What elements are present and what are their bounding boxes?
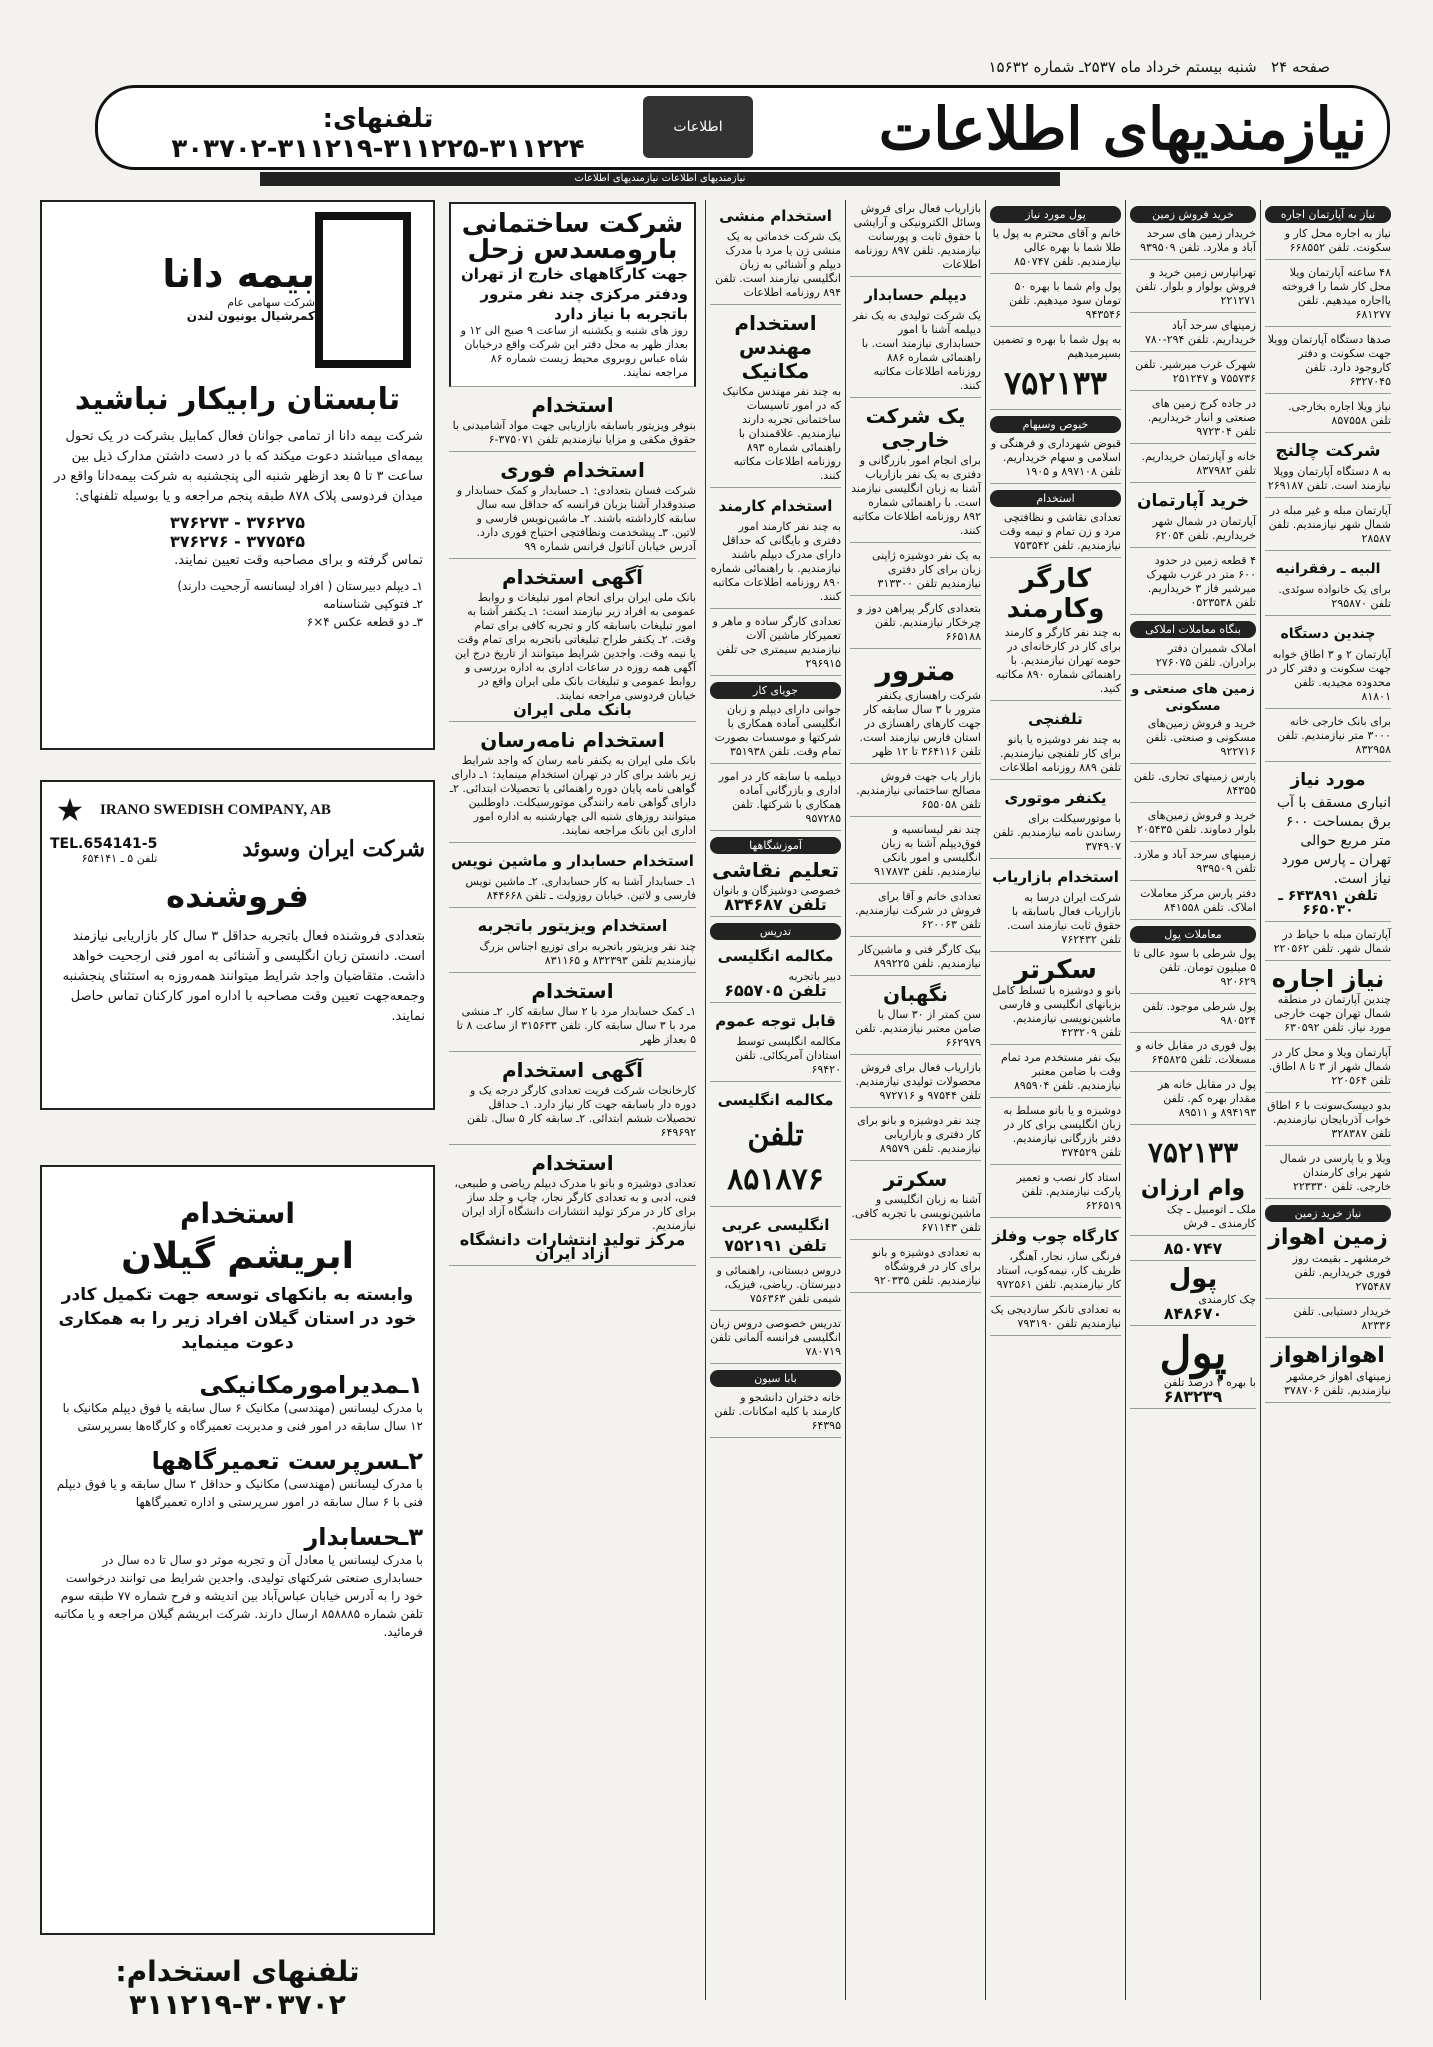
ad-body: چند نفر لیسانسیه و فوق‌دیپلم آشنا به زبان انگلیسی و امور بانکی نیازمندیم. تلفن ۹۱۷۸۷۳ xyxy=(874,823,981,878)
ad-f6 xyxy=(1130,450,1256,483)
ad-f17 xyxy=(1130,1039,1256,1072)
zohal-hours: روز های شنبه و یکشنبه از ساعت ۹ صبح الی ۱۲ و بعداز ظهر به محل دفتر این شرکت واقع درخیابان شاه عباس روبروی محیط زیست شماره ۸۶ مراجعه نمایند. xyxy=(460,324,688,379)
ad-body: دفتر پارس مرکز معاملات املاک. تلفن ۸۴۱۵۵۸ xyxy=(1140,887,1256,914)
abrisham-title: استخدام xyxy=(179,1197,296,1230)
ad-body: جوانی دارای دیپلم و زبان انگلیسی آماده همکاری با شرکتها و موسسات بصورت تمام وقت. تلفن ۳۵۱۹۳۸ xyxy=(714,703,841,758)
ad-f7 xyxy=(1130,489,1256,548)
ad-body: تعدادی دوشیزه و بانو با مدرک دیپلم ریاضی و طبیعی، فنی، ادبی و به تعدادی کارگر نجار، چاپ و جلد ساز برای کار در مرکز تولید انتشارات دانشگاه آزاد ایران نیازمندیم. xyxy=(454,1177,696,1232)
ad-title: استخدام فوری xyxy=(500,458,645,482)
ad-body: برای انجام امور بازرگانی و دفتری به یک نفر بازاریاب آشنا به زبان انگلیسی نیازمند است. با راهنمائی شماره ۸۹۲ روزنامه اطلاعات مکاتبه کنند. xyxy=(851,454,981,537)
ad-title: استخدام کارمند xyxy=(718,497,833,515)
ad-body: به ۸ دستگاه آپارتمان ووپلا نیازمند است. تلفن ۲۶۹۱۸۷ xyxy=(1267,465,1391,492)
ad-abrisham-gilan xyxy=(40,1165,435,1935)
ad-body: دیپلمه با سابقه کار در امور اداری و بازرگانی آماده همکاری با شرکتها. تلفن ۹۵۷۲۸۵ xyxy=(718,770,841,825)
ad-body: نیاز ویلا اجاره بخارجی. تلفن ۸۵۷۵۵۸ xyxy=(1287,400,1391,427)
ad-e10 xyxy=(990,955,1121,1045)
ad-title: انگلیسی عربی xyxy=(721,1216,830,1234)
ad-body: دبیر باتجربه xyxy=(788,970,841,983)
ad-d8 xyxy=(850,823,981,884)
ad-g17 xyxy=(1265,1305,1391,1338)
ad-g8 xyxy=(1265,622,1391,709)
ad-title: استخدام xyxy=(531,979,614,1003)
column-b xyxy=(445,200,700,2000)
bime-dana-slogan: تابستان رابیکار نباشید xyxy=(74,382,401,417)
section-tag: نیاز خرید زمین xyxy=(1265,1205,1391,1222)
ad-body: به تعدادی دوشیزه و بانو برای کار در فروشگاه نیازمندیم. تلفن ۹۲۰۳۳۵ xyxy=(872,1246,981,1287)
ad-body: ۴ قطعه زمین در حدود ۶۰۰ متر در غرب شهرک میرشیر فاز ۳ خریداریم. تلفن ۰۵۲۳۵۳۸ xyxy=(1146,554,1256,609)
ad-d5 xyxy=(850,602,981,649)
section-tag: بنگاه معاملات املاکی xyxy=(1130,621,1256,638)
ad-body: آشنا به زبان انگلیسی و ماشین‌نویسی با تجربه کافی. تلفن ۶۷۱۱۴۳ xyxy=(851,1193,981,1234)
ad-title: یکنفر موتوری xyxy=(1004,789,1107,807)
ad-c11 xyxy=(710,1213,841,1258)
ad-e2 xyxy=(990,280,1121,327)
ad-d7 xyxy=(850,770,981,817)
ad-d1 xyxy=(850,202,981,277)
ad-title: تلفنچی xyxy=(1028,710,1083,728)
ad-g9 xyxy=(1265,715,1391,762)
ad-title: پول xyxy=(1168,1264,1218,1294)
ad-title: مورد نیاز xyxy=(1290,770,1366,790)
ad-d6 xyxy=(850,655,981,764)
ad-body: آپارتمان مبله با حیاط در شمال شهر. تلفن ۲۲۰۵۶۲ xyxy=(1273,928,1391,955)
ad-body: پول فوری در مقابل خانه و مسغلات. تلفن ۶۴۵۸۲۵ xyxy=(1136,1039,1256,1066)
ad-e7 xyxy=(990,707,1121,780)
ad-body: یک شرکت تولیدی به یک نفر دیپلمه آشنا با امور حسابداری نیازمند است. با راهنمائی شماره ۸۸۶ روزنامه اطلاعات مکاتبه کنند. xyxy=(852,309,981,392)
star-icon: ★ xyxy=(55,791,85,829)
zohal-title: شرکت ساختمانی xyxy=(461,209,684,239)
ad-body: بازاریاب فعال برای فروش محصولات تولیدی نیازمندیم. تلفن ۹۷۵۴۴ و ۹۷۲۷۱۶ xyxy=(855,1061,981,1102)
section-tag: پول مورد نیاز xyxy=(990,206,1121,223)
ad-body: برای بانک خارجی خانه ۳۰۰۰ متر نیازمندیم. تلفن ۸۳۲۹۵۸ xyxy=(1277,715,1391,756)
ad-f20 xyxy=(1130,1239,1256,1261)
section-tag: استخدام xyxy=(990,490,1121,507)
ad-d14 xyxy=(850,1167,981,1240)
date-line: شنبه بیستم خرداد ماه ۲۵۳۷ـ شماره ۱۵۶۳۲ xyxy=(988,58,1257,76)
column-f xyxy=(1125,200,1260,2000)
ad-body: بتعدادی کارگر پیراهن دوز و چرخکار نیازمندیم. تلفن ۶۶۵۱۸۸ xyxy=(857,602,981,643)
ad-title: استخدام مهندس مکانیک xyxy=(734,311,817,383)
ad-b2 xyxy=(449,393,696,452)
bime-dana-item: ۳ـ دو قطعه عکس ۴×۶ xyxy=(306,615,423,629)
ad-body: چند نفر دوشیزه و بانو برای کار دفتری و بازاریابی نیازمندیم. تلفن ۸۹۵۷۹ xyxy=(857,1114,981,1155)
ad-c5 xyxy=(710,703,841,764)
ad-g10 xyxy=(1265,768,1391,922)
ad-body: تعدادی کارگر ساده و ماهر و تعمیرکار ماشین آلات نیازمندیم سیمتری جی تلفن ۲۹۶۹۱۵ xyxy=(712,615,841,670)
ad-g14 xyxy=(1265,1099,1391,1146)
ad-body: پول شرطی با سود عالی تا ۵ میلیون تومان. تلفن ۹۲۰۶۲۹ xyxy=(1133,947,1256,988)
ad-f22 xyxy=(1130,1328,1256,1409)
section-tag: آموزشگاهها xyxy=(710,837,841,854)
column-g xyxy=(1260,200,1395,2000)
ad-c4 xyxy=(710,615,841,676)
ad-body: پارس زمینهای تجاری. تلفن ۸۴۳۵۵ xyxy=(1133,770,1256,797)
column-c xyxy=(705,200,845,2000)
ad-title: زمین های صنعتی و مسکونی xyxy=(1131,682,1255,714)
ad-d9 xyxy=(850,890,981,937)
ad-title: مکالمه انگلیسی xyxy=(717,947,834,965)
ad-body: تعدادی نقاشی و نظافتچی مرد و زن تمام و نیمه وقت نیازمندیم. تلفن ۷۵۳۵۴۲ xyxy=(999,511,1121,552)
section-tag: بابا سیون xyxy=(710,1370,841,1387)
ad-c13 xyxy=(710,1317,841,1364)
ad-body: تعدادی خانم و آقا برای فروش در شرکت نیازمندیم. تلفن ۶۲۰۰۶۳ xyxy=(854,890,981,931)
ad-body: چک کارمندی xyxy=(1198,1293,1256,1306)
ad-g11 xyxy=(1265,928,1391,961)
ad-b6 xyxy=(449,849,696,908)
page-label: صفحه ۲۴ xyxy=(1271,58,1330,76)
ad-f19 xyxy=(1130,1131,1256,1236)
ad-body: تهرانپارس زمین خرید و فروش بولوار و بلوار. تلفن ۲۲۱۲۷۱ xyxy=(1135,266,1256,307)
ad-body: فرنگی ساز، نجار، آهنگر، ظریف کار، نیمه‌کوب، استاد کار نیازمندیم. تلفن ۹۷۲۵۶۱ xyxy=(996,1250,1121,1291)
abrisham-pos1: ۱ـمدیرامورمکانیکی xyxy=(199,1371,423,1399)
bime-dana-phones1: ۳۷۶۲۷۳ - ۳۷۶۲۷۵ xyxy=(170,513,305,532)
ad-body: خانه دختران دانشجو و کارمند با کلیه امکانات. تلفن ۶۴۳۹۵ xyxy=(714,1391,841,1432)
ad-f1 xyxy=(1130,227,1256,260)
ad-body: بانو و دوشیزه با تسلط کامل بزبانهای انگلیسی و فارسی ماشین‌نویسی نیازمندیم. تلفن ۴۲۳۲۰۹ xyxy=(992,984,1121,1039)
ad-e1 xyxy=(990,227,1121,274)
ad-g15 xyxy=(1265,1152,1391,1199)
ad-title: تعلیم نقاشی xyxy=(711,858,840,882)
ad-c12 xyxy=(710,1264,841,1311)
ad-g4 xyxy=(1265,400,1391,433)
ad-b5 xyxy=(449,728,696,843)
ad-body: دوشیزه و یا بانو مسلط به زبان انگلیسی برای کار در دفتر بازرگانی نیازمندیم. تلفن ۳۷۴۵۲۹ xyxy=(1003,1104,1121,1159)
ad-body: صدها دستگاه آپارتمان وویلا جهت سکونت و دفتر کاروجود دارد. تلفن ۶۳۲۷۰۴۵ xyxy=(1267,333,1391,388)
ad-body: خرید و فروش زمین‌های مسکونی و صنعتی. تلفن ۹۲۲۷۱۶ xyxy=(1145,717,1256,758)
ad-body: زمینهای سرحد آباد و ملارد. تلفن ۹۳۹۵۰۹ xyxy=(1133,848,1256,875)
ad-body: یک شرکت خدماتی به یک منشی زن یا مرد با مدرک دیپلم و آشنائی به زبان انگلیسی نیازمند است. تلفن ۸۹۴ روزنامه اطلاعات xyxy=(715,230,841,299)
ad-g6 xyxy=(1265,504,1391,551)
ad-body: آپارتمان ویلا و محل کار در شمال شهر از ۳ تا ۸ اطاق. تلفن ۲۲۰۵۶۴ xyxy=(1268,1046,1391,1087)
ad-e14 xyxy=(990,1224,1121,1297)
ad-title: استخدام منشی xyxy=(719,207,832,225)
ad-body: پول وام شما با بهره ۵۰ تومان سود میدهیم. تلفن ۹۴۳۵۴۶ xyxy=(1009,280,1121,321)
ad-f3 xyxy=(1130,319,1256,352)
ad-body: بیک کارگر فنی و ماشین‌کار نیازمندیم. تلفن ۸۹۹۲۲۵ xyxy=(858,943,981,970)
masthead-title: نیازمندیهای اطلاعات xyxy=(878,95,1367,163)
ad-c14 xyxy=(710,1391,841,1438)
masthead xyxy=(95,85,1390,170)
ad-body: آپارتمان در شمال شهر خریداریم. تلفن ۶۲۰۵۴ xyxy=(1152,515,1256,542)
ad-d4 xyxy=(850,549,981,596)
ad-g2 xyxy=(1265,266,1391,327)
ad-b10 xyxy=(449,1151,696,1266)
bime-dana-sub: شرکت سهامی عام xyxy=(227,296,315,309)
abrisham-pos3: ۳ـحسابدار xyxy=(304,1523,423,1551)
ad-body: پول در مقابل خانه هر مقدار بهره کم. تلفن ۸۹۴۱۹۳ و ۸۹۵۱۱ xyxy=(1157,1078,1256,1119)
ad-title: استخدام ویزیتور باتجربه xyxy=(477,916,668,935)
ad-c7 xyxy=(710,858,841,917)
ad-e9 xyxy=(990,865,1121,952)
irano-swedish-body: بتعدادی فروشنده فعال باتجربه حداقل ۳ سال کار بازاریابی نیازمند است. دانستن زبان انگلیسی و آشنائی به امور فنی ارجحیت خواهد داشت. متقاضیان واجد شرایط میتوانند همه‌روزه به استثنای پنجشنبه وجمعه‌جهت تعیین وقت مصاحبه با اداره امور کارکنان تماس حاصل نمایند. xyxy=(62,929,425,1024)
abrisham-pos3-text: با مدرک لیسانس یا معادل آن و تجربه موثر دو سال تا ده سال در حسابداری صنعتی شرکتهای تولیدی. واجدین شرایط می توانند درخواست خود را به آدرس خیابان عباس‌آباد بین اندیشه و فرح شماره ۷۷ طبقه سوم تلفن شماره ۸۵۸۸۸۵ ارسال دارند. شرکت ابریشم گیلان مراجعه و یا مکاتبه فرمائید. xyxy=(53,1553,423,1639)
ad-c8 xyxy=(710,944,841,1003)
ad-g12 xyxy=(1265,967,1391,1040)
ad-c3 xyxy=(710,494,841,609)
irano-swedish-tel: TEL.654141-5 xyxy=(50,836,158,852)
ad-c9 xyxy=(710,1009,841,1082)
ad-body: بازاریاب فعال برای فروش وسائل الکترونیکی و آرایشی با حقوق ثابت و پورسانت نیازمندیم. تلفن ۸۹۷ روزنامه اطلاعات xyxy=(853,202,981,271)
ad-c1 xyxy=(710,204,841,305)
ad-sign: مرکز تولید انتشارات دانشگاه آزاد ایران xyxy=(459,1230,686,1263)
ad-body: به چند نفر کارگر و کارمند برای کار در کارخانه‌ای در حومه تهران نیازمندیم. با راهنمائی شماره ۸۹۰ مکاتبه کنید. xyxy=(995,626,1121,695)
ad-title: استخدام بازاریاب xyxy=(992,868,1119,886)
ad-e11 xyxy=(990,1051,1121,1098)
ad-title: مکالمه انگلیسی xyxy=(717,1091,834,1109)
abrisham-pos2: ۲ـسرپرست تعمیرگاهها xyxy=(151,1447,423,1475)
ad-body: بازار یاب جهت فروش مصالح ساختمانی نیازمندیم. تلفن ۶۵۵۰۵۸ xyxy=(856,770,981,811)
ad-title: خرید آپارتمان xyxy=(1136,491,1249,511)
ad-body: خرمشهر ـ بقیمت روز فوری خریداریم. تلفن ۲۷۵۴۸۷ xyxy=(1292,1252,1391,1293)
ad-f12 xyxy=(1130,809,1256,842)
bime-dana-item: ۱ـ دیپلم دبیرستان ( افراد لیسانسه آرجحیت دارند) xyxy=(177,579,423,593)
ad-f21 xyxy=(1130,1264,1256,1326)
ad-title: سکرتر xyxy=(883,1167,948,1191)
ad-b3 xyxy=(449,458,696,559)
ad-phone: تلفن ۸۵۱۸۷۶ xyxy=(727,1118,824,1197)
ad-body: شهرک غرب میرشیر. تلفن ۷۵۵۷۳۶ و ۲۵۱۲۴۷ xyxy=(1135,358,1256,385)
ad-title: وام ارزان xyxy=(1140,1176,1246,1201)
ad-e5 xyxy=(990,511,1121,558)
bime-dana-item: ۲ـ فتوکپی شناسنامه xyxy=(322,597,423,611)
ad-g5 xyxy=(1265,439,1391,498)
ad-bime-dana xyxy=(40,200,435,750)
ad-body: کارخانجات شرکت فریت تعدادی کارگر درجه یک و دوره دار باسابقه جهت کار نیاز دارد. ۱ـ حداقل تحصیلات ششم ابتدائی. ۲ـ سابقه کار ۵ سال. تلفن ۶۴۹۶۹۲ xyxy=(466,1084,696,1139)
ad-d11 xyxy=(850,982,981,1055)
bime-dana-brand: بیمه دانا xyxy=(162,252,315,296)
irano-swedish-name-en: IRANO SWEDISH COMPANY, AB xyxy=(100,801,331,818)
ad-f15 xyxy=(1130,947,1256,994)
ad-title: آگهی استخدام xyxy=(501,565,644,589)
column-e xyxy=(985,200,1125,2000)
ad-body: با بهره ۲ درصد تلفن xyxy=(1163,1376,1256,1389)
ad-title: مترور xyxy=(875,654,956,687)
ad-title: نگهبان xyxy=(882,982,949,1006)
ad-title: کارگاه چوب وفلز xyxy=(992,1227,1119,1245)
ad-body: شرکت فسان بتعدادی: ۱ـ حسابدار و کمک حسابدار و صندوقدار آشنا بزبان فرانسه که حداقل سه سال سابقه کارداشته باشند. ۲ـ ماشین‌نویس فارسی و لاتین. ۳ـ پیشخدمت ونظافتچی احتیاج فوری دارد. آدرس خیابان آناتول فرانس شماره ۹۹ xyxy=(456,484,696,553)
ad-body: شرکت راهسازی یکنفر مترور با ۳ سال سابقه کار جهت کارهای راهسازی در استان فارس نیازمند است. تلفن ۳۶۴۱۱۶ تا ۱۲ ظهر xyxy=(859,689,981,758)
ad-body: بانک ملی ایران به یکنفر نامه رسان که واجد شرایط زیر باشد برای کار در تهران استخدام مینماید: ۱ـ دارای گواهی نامه پایان دوره راهنمائی یا تحصیلات ابتدائی. ۲ـ دارای گواهی نامه رانندگی موتورسیکلت. داوطلبین میتوانند روزهای شنبه الی چهارشنبه به اداره امور اداری این بانک مراجعه نمایند. xyxy=(449,754,696,837)
page-date-line xyxy=(930,58,1330,76)
ad-d12 xyxy=(850,1061,981,1108)
ad-body: به پول شما با بهره و تضمین بسپرمیدهیم xyxy=(993,333,1121,360)
section-tag: خیوص وسیهام xyxy=(990,416,1121,433)
ad-body: چند نفر ویزیتور باتجربه برای توزیع اجناس بزرگ نیازمندیم تلفن ۸۳۲۳۹۳ و ۸۳۱۱۶۵ xyxy=(479,940,696,967)
ad-b9 xyxy=(449,1058,696,1145)
ad-body: به تعدادی تانکر سازدیجی یک نیازمندیم تلفن ۷۹۳۱۹۰ xyxy=(990,1303,1121,1330)
ad-title: شرکت چالنج xyxy=(1275,441,1381,461)
section-tag: نیاز به آپارتمان اجاره xyxy=(1265,206,1391,223)
ad-body: نیاز به اجاره محل کار و سکونت. تلفن ۶۶۸۵۵۲ xyxy=(1284,227,1391,254)
ad-phone: تلفن ۶۴۳۸۹۱ ـ ۶۶۵۰۳۰ xyxy=(1278,888,1378,918)
ad-b4 xyxy=(449,565,696,722)
ad-d10 xyxy=(850,943,981,976)
ad-irano-swedish xyxy=(40,780,435,1110)
abrisham-intro: وابسته به بانکهای توسعه جهت تکمیل کادر خود در استان گیلان افراد زیر را به همکاری دعوت مینماید xyxy=(58,1285,417,1353)
ad-e8 xyxy=(990,786,1121,859)
ad-b7 xyxy=(449,914,696,973)
ad-c10 xyxy=(710,1088,841,1207)
ad-phone: ۷۵۲۱۳۳ xyxy=(1147,1136,1239,1169)
ad-f16 xyxy=(1130,1000,1256,1033)
logo-emblem: اطلاعات xyxy=(643,96,753,158)
ad-title: استخدام xyxy=(531,393,614,417)
ad-g13 xyxy=(1265,1046,1391,1093)
ad-d15 xyxy=(850,1246,981,1293)
ad-body: تدریس خصوصی دروس زبان انگلیسی فرانسه آلمانی تلفن ۷۸۰۷۱۹ xyxy=(709,1317,841,1358)
ad-body: بنوفر ویزیتور باسابقه بازاریابی جهت مواد آشامیدنی با حقوق مکفی و مزایا نیازمندیم تلفن ۳۷۵۰۷۱-۶ xyxy=(452,419,696,446)
ad-body: خرید و فروش زمین‌های بلوار دماوند. تلفن ۲۰۵۴۳۵ xyxy=(1136,809,1256,836)
ad-phone: تلفن ۶۵۵۷۰۵ xyxy=(724,981,827,1000)
ad-body: خانه و آپارتمان خریداریم. تلفن ۸۳۷۹۸۲ xyxy=(1141,450,1256,477)
ad-body: دروس دبستانی، راهنمائی و دبیرستان. ریاضی، فیزیک، شیمی تلفن ۷۵۶۳۶۳ xyxy=(716,1264,841,1305)
ad-phone: ۶۸۳۲۳۹ xyxy=(1163,1387,1223,1406)
masthead-strip: نیازمندیهای اطلاعات نیازمندیهای اطلاعات xyxy=(260,172,1060,186)
ad-f10 xyxy=(1130,681,1256,764)
ad-f11 xyxy=(1130,770,1256,803)
ad-title: کارگر وکارمند xyxy=(1006,564,1105,624)
ad-body: ویلا و یا پارسی در شمال شهر برای کارمندان خارجی. تلفن ۲۲۳۳۳۰ xyxy=(1279,1152,1391,1193)
ad-body: قبوض شهرداری و فرهنگی و اسلامی و سهام خریداریم. تلفن ۸۹۷۱۰۸ و ۱۹۰۵ xyxy=(990,437,1121,478)
ad-title: آگهی استخدام xyxy=(501,1058,644,1082)
ad-body: خریدار دستیابی. تلفن ۸۲۳۳۶ xyxy=(1293,1305,1391,1332)
ad-d3 xyxy=(850,404,981,543)
bime-dana-logo xyxy=(315,212,411,368)
ad-body: زمینهای سرحد آباد خریداریم. تلفن ۲۹۴-۷۸۰ xyxy=(1144,319,1256,346)
ad-g1 xyxy=(1265,227,1391,260)
ad-g3 xyxy=(1265,333,1391,394)
ad-title: نیاز اجاره xyxy=(1271,965,1385,993)
irano-swedish-title: فروشنده xyxy=(166,877,309,915)
ad-e15 xyxy=(990,1303,1121,1336)
abrisham-pos1-text: با مدرک لیسانس (مهندسی) مکانیک ۶ سال سابقه یا فوق دیپلم مکانیک با ۱۲ سال سابقه در امور فنی و مدیریت تعمیرگاه و کارگاه‌ها بسرپرستی xyxy=(62,1401,423,1433)
abrisham-company: ابریشم گیلان xyxy=(121,1236,354,1277)
ad-sign: بانک ملی ایران xyxy=(513,700,632,719)
ad-f13 xyxy=(1130,848,1256,881)
ad-f14 xyxy=(1130,887,1256,920)
ad-body: پول شرطی موجود. تلفن ۹۸۰۵۲۴ xyxy=(1142,1000,1256,1027)
ad-body: ۱ـ حسابدار آشنا به کار حسابداری. ۲ـ ماشین نویس فارسی و لاتین. خیابان روزولت ـ تلفن ۸۴۴۶۶۸ xyxy=(465,875,696,902)
ad-body: به یک نفر دوشیزه ژاپنی زبان برای کار دفتری نیازمندیم تلفن ۳۱۳۳۰۰ xyxy=(871,549,981,590)
ad-f18 xyxy=(1130,1078,1256,1125)
ad-title: سکرتر xyxy=(1014,955,1097,985)
ad-e6 xyxy=(990,564,1121,701)
ad-phone: ۷۵۲۱۳۳ xyxy=(1003,364,1108,402)
ad-phone: تلفن ۷۵۲۱۹۱ xyxy=(724,1236,827,1255)
ad-body: انباری مسقف با آب برق بمساحت ۶۰۰ متر مربع حوالی تهران ـ پارس مورد نیاز است. xyxy=(1276,795,1391,887)
bime-dana-contact: تماس گرفته و برای مصاحبه وقت تعیین نمایند. xyxy=(174,553,423,568)
header-phones: تلفنهای: ۳۱۱۲۲۴-۳۱۱۲۲۵-۳۱۱۲۱۹-۳۰۳۷۰۲ xyxy=(171,104,585,164)
ad-title: استخدام حسابدار و ماشین نویس xyxy=(451,852,694,870)
ad-body: املاک شمیران دفتر برادران. تلفن ۲۷۶۰۷۵ xyxy=(1155,642,1256,669)
ad-title: استخدام xyxy=(531,1151,614,1175)
ad-title: چندین دستگاه xyxy=(1280,626,1376,642)
column-d xyxy=(845,200,985,2000)
ad-f2 xyxy=(1130,266,1256,313)
ad-title: اهوازاهواز xyxy=(1271,1343,1385,1368)
ad-body: خریدار زمین های سرحد آباد و ملارد. تلفن ۹۳۹۵۰۹ xyxy=(1140,227,1256,254)
ad-body: به چند نفر دوشیزه یا بانو برای کار تلفنچی نیازمندیم. تلفن ۸۸۹ روزنامه اطلاعات xyxy=(999,733,1121,774)
ad-body: ۱ـ کمک حسابدار مرد با ۲ سال سابقه کار. ۲ـ منشی مرد با ۳ سال سابقه کار. تلفن ۳۱۵۶۳۳ از ساعت ۸ تا ۵ بعداز ظهر xyxy=(456,1005,696,1046)
ad-body: بانک ملی ایران برای انجام امور تبلیغات و روابط عمومی به افراد زیر نیازمند است: ۱ـ یکنفر آشنا به امور تبلیغات باسابقه کار و تجربه کافی برای تمام وقت. ۲ـ یکنفر طراح تبلیغاتی باتجربه برای تمام وقت یا نیمه وقت. واجدین شرایط میتوانند از تاریخ درج این آگهی همه روزه در ساعات اداری به اداره بررسی و روابط عمومی و تبلیغات بانک ملی ایران واقع در خیابان فردوسی مراجعه نمایند. xyxy=(454,591,696,702)
ad-body: مکالمه انگلیسی توسط استادان آمریکائی. تلفن ۶۹۴۲۰ xyxy=(735,1035,841,1076)
ad-zohal xyxy=(449,202,696,387)
ad-e4 xyxy=(990,437,1121,484)
ad-body: استاد کار نصب و تعمیر پارکت نیازمندیم. تلفن ۶۲۶۵۱۹ xyxy=(1016,1171,1121,1212)
ad-body: سن کمتر از ۳۰ سال با ضامن معتبر نیازمندیم. تلفن ۶۶۲۹۷۹ xyxy=(855,1008,981,1049)
ad-title: البیه ـ رفقرانیه xyxy=(1275,561,1381,577)
section-tag: تدریس xyxy=(710,923,841,940)
irano-swedish-tel-fa: تلفن ۵ ـ ۶۵۴۱۴۱ xyxy=(81,852,158,865)
ad-phone: ۸۴۸۶۷۰ xyxy=(1163,1304,1223,1323)
ad-d13 xyxy=(850,1114,981,1161)
ad-title: قابل توجه عموم xyxy=(715,1012,836,1030)
ad-body: زمینهای اهواز خرمشهر نیازمندیم. تلفن ۳۷۸۷۰۶ xyxy=(1284,1370,1391,1397)
ad-body: خانم و آقای محترم به پول یا طلا شما با بهره عالی نیازمندیم. تلفن ۸۵۰۷۴۷ xyxy=(992,227,1121,268)
ad-f4 xyxy=(1130,358,1256,391)
ad-body: به چند نفر کارمند امور دفتری و بایگانی که حداقل دارای مدرک دیپلم باشند نیازمندیم. با راهنمائی شماره ۸۹۰ روزنامه اطلاعات مکاتبه کنند. xyxy=(710,520,841,603)
bime-dana-sub2: کمرشیال یونیون لندن xyxy=(186,309,315,323)
ad-g7 xyxy=(1265,557,1391,616)
ad-body: با موتورسیکلت برای رساندن نامه نیازمندیم. تلفن ۳۷۴۹۰۷ xyxy=(992,812,1121,853)
ad-c2 xyxy=(710,311,841,488)
ad-f8 xyxy=(1130,554,1256,615)
ad-title: استخدام نامه‌رسان xyxy=(480,728,665,752)
ad-body: خصوصی دوشیزگان و بانوان xyxy=(712,884,841,897)
abrisham-pos2-text: با مدرک لیسانس (مهندسی) مکانیک و حداقل ۲ سال سابقه و یا فوق دیپلم فنی با ۶ سال سابقه در امور سرپرستی و اداره تعمیرگاهها xyxy=(56,1477,423,1509)
ad-g18 xyxy=(1265,1344,1391,1403)
ad-title: یک شرکت خارجی xyxy=(865,404,966,452)
footer-phones: تلفنهای استخدام: ۳۰۳۷۰۲-۳۱۱۲۱۹ xyxy=(115,1955,360,2021)
ad-f5 xyxy=(1130,397,1256,444)
ad-body: در جاده کرج زمین های صنعتی و انبار خریداریم. تلفن ۹۷۲۳۰۴ xyxy=(1147,397,1256,438)
section-tag: جویای کار xyxy=(710,682,841,699)
section-tag: خرید فروش زمین xyxy=(1130,206,1256,223)
ad-c6 xyxy=(710,770,841,831)
bime-dana-body: شرکت بیمه دانا از تمامی جوانان فعال کمابیل بشرکت در یک تحول بیمه‌ای میباشند دعوت میکند که با در دست داشتن مدارک ذیل بین ساعت ۳ تا ۵ بعد ازظهر شنبه الی پنجشنبه به شرکت بیمه‌دانا واقع در میدان فردوسی پلاک ۸۷۸ طبقه پنجم مراجعه و یا بوسیله تلفنهای: xyxy=(54,429,423,504)
ad-body: آپارتمان ۲ و ۳ اطاق خوابه جهت سکونت و دفتر کار در محدوده مجیدیه. تلفن ۸۱۸۰۱ xyxy=(1267,648,1391,703)
ad-title: پول xyxy=(1159,1328,1227,1379)
ad-f9 xyxy=(1130,642,1256,675)
ad-phone: ۸۵۰۷۴۷ xyxy=(1163,1239,1223,1258)
section-tag: معاملات پول xyxy=(1130,926,1256,943)
ad-e12 xyxy=(990,1104,1121,1165)
ad-d2 xyxy=(850,283,981,398)
ad-e3 xyxy=(990,333,1121,410)
bime-dana-phones2: ۳۷۶۲۷۶ - ۳۷۷۵۴۵ xyxy=(170,532,305,551)
ad-body: آپارتمان مبله و غیر مبله در شمال شهر نیازمندیم. تلفن ۲۸۵۸۷ xyxy=(1268,504,1391,545)
ad-body: چندین آپارتمان در منطقه شمال تهران جهت خارجی مورد نیاز. تلفن ۶۳۰۵۹۲ xyxy=(1274,993,1391,1034)
ad-body: بدو دیپسک‌سونت با ۶ اطاق خواب آذربایجان نیازمندیم. تلفن ۳۲۸۳۸۷ xyxy=(1267,1099,1391,1140)
ad-phone: تلفن ۸۳۴۶۸۷ xyxy=(724,895,827,914)
zohal-company: بارومسدس زحل xyxy=(467,235,678,265)
ad-e13 xyxy=(990,1171,1121,1218)
ad-body: بیک نفر مستخدم مرد تمام وقت با ضامن معتبر نیازمندیم. تلفن ۸۹۵۹۰۴ xyxy=(1000,1051,1121,1092)
ad-body: برای یک خانواده سوئدی. تلفن ۲۹۵۸۷۰ xyxy=(1278,583,1391,610)
ad-b8 xyxy=(449,979,696,1052)
ad-body: به چند نفر مهندس مکانیک که در امور تاسیسات ساختمانی تجربه دارند نیازمندیم. علاقمندان با راهنمائی شماره ۸۹۳ روزنامه اطلاعات مکاتبه کنند. xyxy=(722,385,841,482)
ad-g16 xyxy=(1265,1226,1391,1299)
ad-title: زمین اهواز xyxy=(1268,1225,1388,1250)
zohal-body: جهت کارگاههای خارج از تهران ودفتر مرکزی چند نفر مترور باتجربه با نیاز دارد xyxy=(461,265,688,323)
irano-swedish-name-fa: شرکت ایران وسوئد xyxy=(242,836,425,862)
ad-body: ۴۸ ساعته آپارتمان ویلا محل کار شما را فروخته یااجاره میدهیم. تلفن ۶۸۱۲۷۷ xyxy=(1281,266,1391,321)
ad-body: شرکت ایران درسا به بازاریاب فعال باسابقه با حقوق ثابت نیازمند است. تلفن ۷۶۲۴۳۲ xyxy=(1007,891,1121,946)
ad-title: دیپلم حسابدار xyxy=(864,286,967,304)
ad-body: ملک ـ اتومبیل ـ چک کارمندی ـ فرش xyxy=(1166,1203,1256,1230)
